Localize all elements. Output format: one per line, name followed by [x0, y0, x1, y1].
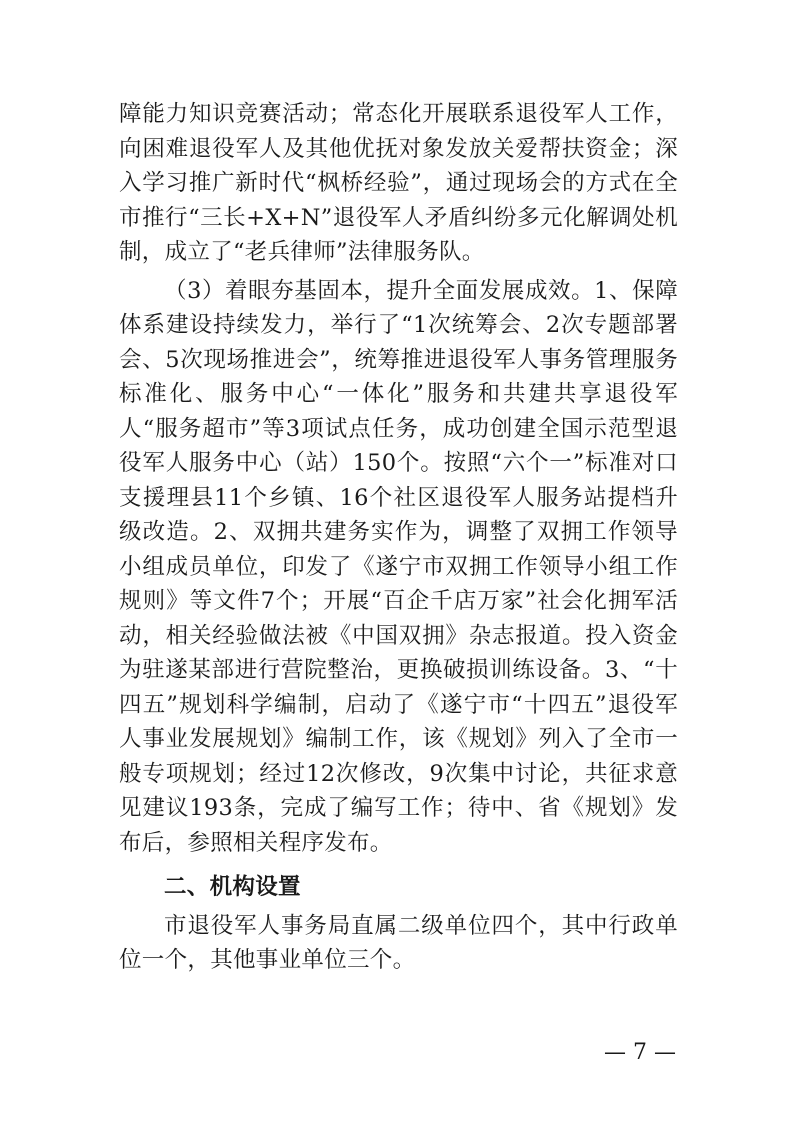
- body-paragraph-organization: 市退役军人事务局直属二级单位四个，其中行政单位一个，其他事业单位三个。: [119, 912, 678, 973]
- section-heading: 二、机构设置: [164, 874, 301, 900]
- document-body: [119, 97, 678, 978]
- page-number: — 7 —: [604, 1040, 676, 1065]
- body-paragraph-continued: 障能力知识竞赛活动；常态化开展联系退役军人工作，向困难退役军人及其他优抚对象发放关爱帮扶资金；深入学习推广新时代“枫桥经验”，通过现场会的方式在全市推行“三长+X+N”退役军人矛盾纠纷多元化解调处机制，成立了“老兵律师”法律服务队。: [119, 101, 678, 265]
- body-paragraph-achievements: （3）着眼夯基固本，提升全面发展成效。1、保障体系建设持续发力，举行了“1次统筹会、2次专题部署会、5次现场推进会”，统筹推进退役军人事务管理服务标准化、服务中心“一体化”服务和共建共享退役军人“服务超市”等3项试点任务，成功创建全国示范型退役军人服务中心（站）150个。按照“六个一”标准对口支援理县11个乡镇、16个社区退役军人服务站提档升级改造。2、双拥共建务实作为，调整了双拥工作领导小组成员单位，印发了《遂宁市双拥工作领导小组工作规则》等文件7个；开展“百企千店万家”社会化拥军活动，相关经验做法被《中国双拥》杂志报道。投入资金为驻遂某部进行营院整治，更换破损训练设备。3、“十四五”规划科学编制，启动了《遂宁市“十四五”退役军人事业发展规划》编制工作，该《规划》列入了全市一般专项规划；经过12次修改，9次集中讨论，共征求意见建议193条，完成了编写工作；待中、省《规划》发布后，参照相关程序发布。: [119, 277, 678, 856]
